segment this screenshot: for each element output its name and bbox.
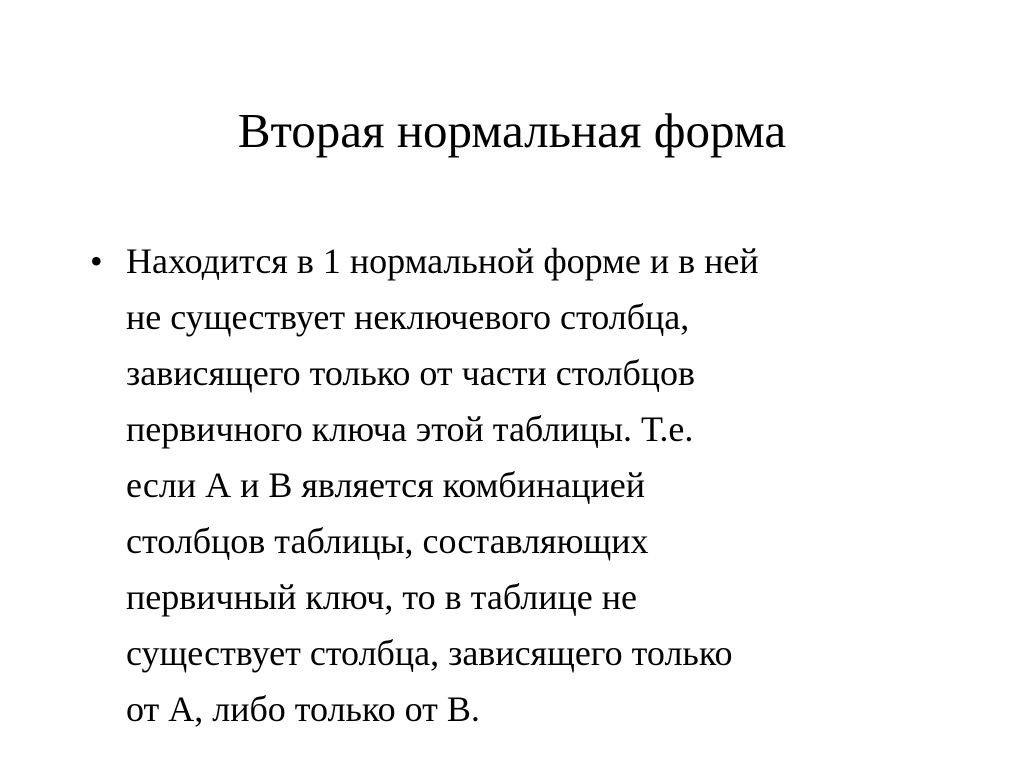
- bullet-text-line: существует столбца, зависящего только: [126, 633, 733, 673]
- bullet-text-line: не существует неключевого столбца,: [126, 297, 690, 337]
- bullet-text-line: первичного ключа этой таблицы. Т.е.: [126, 409, 694, 449]
- bullet-text-line: от А, либо только от В.: [126, 689, 480, 729]
- bullet-text-line: столбцов таблицы, составляющих: [126, 521, 649, 561]
- bullet-text-line: зависящего только от части столбцов: [126, 353, 696, 393]
- bullet-text-line: первичный ключ, то в таблице не: [126, 577, 637, 617]
- bullet-dot-icon: •: [90, 241, 103, 281]
- bullet-item: [90, 233, 950, 737]
- bullet-text-line: если А и В является комбинацией: [126, 465, 646, 505]
- bullet-list: [90, 233, 950, 737]
- slide-title: Вторая нормальная форма: [237, 103, 787, 158]
- bullet-text-line: Находится в 1 нормальной форме и в ней: [126, 241, 759, 281]
